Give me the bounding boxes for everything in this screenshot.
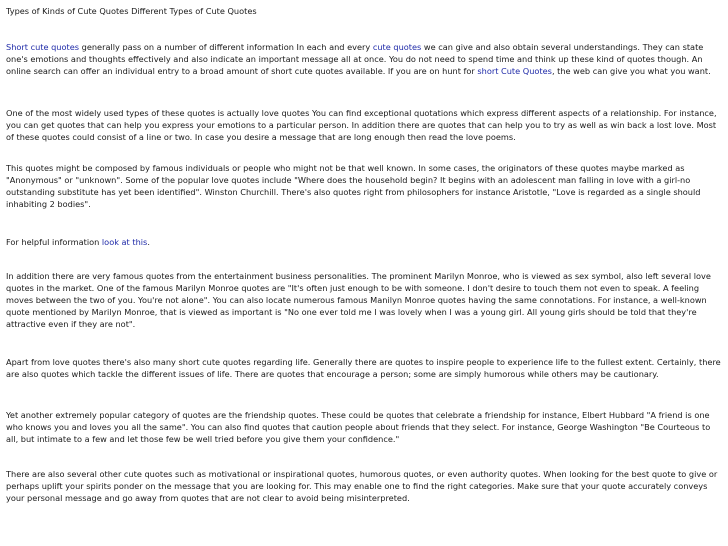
paragraph-short-cute-quotes [6,41,722,77]
paragraph-text: . [147,237,150,247]
paragraph-other-quotes: There are also several other cute quotes such as motivational or inspirational quotes, humorous quotes, or even authority quotes. When looking for the best quote to give or perhaps uplift your spirits ponder on the message that you are looking for. This may enable one to find the right categories. Make sure that your quote accurately conveys your personal message and go away from quotes that are not clear to avoid being misinterpreted. [6,469,718,504]
paragraph-helpful-info [6,236,722,248]
document-title: Types of Kinds of Cute Quotes Different Types of Cute Quotes [6,6,257,16]
paragraph-love-quotes: One of the most widely used types of these quotes is actually love quotes You can find exceptional quotations which express different aspects of a relationship. For instance, you can get quotes that can help you express your emotions to a particular person. In addition there are quotes that can help you to try as well as win back a lost love. Most of these quotes could consist of a line or two. In case you desire a message that are long enough then read the love poems. [6,108,717,143]
look-at-this-link[interactable]: look at this [101,237,148,247]
document-page [6,5,722,504]
paragraph-text: generally pass on a number of different information In each and every [79,42,373,52]
paragraph-famous-authors: This quotes might be composed by famous individuals or people who might not be that well known. In some cases, the originators of these quotes maybe marked as "Anonymous" or "unknown". Some of the popular love quotes include "Where does the household begin? It begins with an adolescent man falling in love with a girl-no outstanding substitute has yet been identified". Winston Churchill. There's also quotes right from philosophers for instance Aristotle, "Love is regarded as a single should inhabiting 2 bodies". [6,163,701,210]
paragraph-text: , the web can give you what you want. [551,66,711,77]
paragraph-life-quotes: Apart from love quotes there's also many short cute quotes regarding life. Generally there are quotes to inspire people to experience life to the fullest extent. Certainly, there are also quotes which tackle the different issues of life. There are quotes that encourage a person; some are simply humorous while others may be cautionary. [6,357,721,380]
paragraph-text: For helpful information [6,237,102,247]
cute-quotes-link[interactable]: cute quotes [372,42,422,52]
paragraph-marilyn-monroe: In addition there are very famous quotes from the entertainment business personalities. The prominent Marilyn Monroe, who is viewed as sex symbol, also left several love quotes in the market. One of the famous Marilyn Monroe quotes are "It's often just enough to be with someone. I don't desire to touch them not even to speak. A feeling moves between the two of you. You're not alone". You can also locate numerous famous Manilyn Monroe quotes having the same connotations. For instance, a well-known quote mentioned by Marilyn Monroe, that is viewed as important is "No one ever told me I was lovely when I was a young girl. All young girls should be told that they're attractive even if they are not". [6,271,711,330]
paragraph-friendship-quotes: Yet another extremely popular category of quotes are the friendship quotes. These could be quotes that celebrate a friendship for instance, Elbert Hubbard "A friend is one who knows you and loves you all the same". You can also find quotes that caution people about friends that they select. For instance, George Washington "Be Courteous to all, but intimate to a few and let those few be well tried before you give them your confidence." [6,410,711,445]
short-cute-quotes-link-2[interactable]: short Cute Quotes [477,66,552,77]
paragraph-text: we can give and also obtain several understandings. They can state one's emotions and thoughts effectively and also indicate an important message all at once. You do not need to spend time and think up these kind of quotes though. An online search can offer an individual entry to a broad amount of short cute quotes available. If you are on hunt for [6,42,704,77]
short-cute-quotes-link[interactable]: Short cute quotes [6,42,80,52]
